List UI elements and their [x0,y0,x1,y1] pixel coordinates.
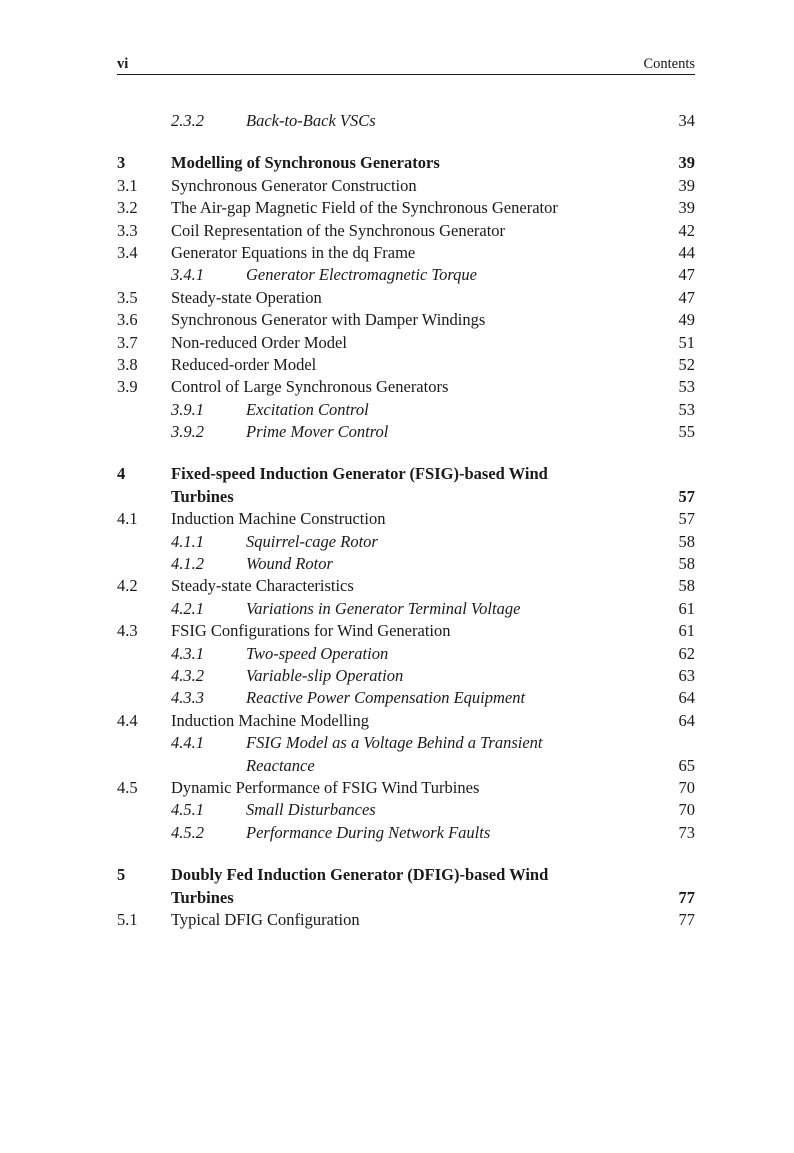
toc-entry-number: 4.4.1 [171,733,204,753]
toc-entry-page: 64 [678,688,695,708]
running-title: Contents [643,56,695,72]
toc-subsection-entry[interactable] [117,110,695,132]
toc-entry-page: 55 [678,422,695,442]
toc-subsection-entry[interactable] [117,264,695,286]
toc-entry-page: 65 [678,755,695,775]
toc-entry-page: 77 [678,909,695,929]
toc-entry-page: 42 [678,220,695,240]
toc-entry-title: Induction Machine Construction [171,509,386,529]
toc-subsection-entry[interactable] [117,799,695,821]
table-of-contents [117,110,695,931]
toc-entry-title: Wound Rotor [246,554,333,574]
toc-entry-number: 3.4.1 [171,265,204,285]
toc-entry-title: Modelling of Synchronous Generators [171,153,440,173]
toc-entry-page: 53 [678,377,695,397]
toc-section-entry[interactable] [117,242,695,264]
toc-entry-page: 63 [678,665,695,685]
toc-entry-title: FSIG Model as a Voltage Behind a Transient [246,733,543,753]
toc-subsection-entry[interactable] [117,822,695,844]
toc-entry-number: 4.3.2 [171,665,204,685]
toc-entry-title: Generator Equations in the dq Frame [171,242,416,262]
toc-entry-number: 3.3 [117,220,138,240]
toc-entry-page: 61 [678,621,695,641]
toc-page [117,0,695,1153]
toc-entry-number: 3.2 [117,198,138,218]
toc-entry-number: 4 [117,464,126,484]
toc-chapter-entry[interactable] [117,152,695,174]
toc-entry-title: Fixed-speed Induction Generator (FSIG)-based Wind [171,464,548,484]
toc-entry-page: 51 [678,332,695,352]
toc-entry-title: Synchronous Generator Construction [171,175,417,195]
toc-entry-page: 61 [678,598,695,618]
toc-entry-title: Typical DFIG Configuration [171,909,360,929]
toc-subsection-entry[interactable] [117,732,695,754]
toc-section-entry[interactable] [117,710,695,732]
toc-entry-title: Steady-state Characteristics [171,576,354,596]
toc-entry-page: 52 [678,354,695,374]
toc-entry-page: 62 [678,643,695,663]
toc-entry-number: 5.1 [117,909,138,929]
toc-entry-number: 3.9.2 [171,422,204,442]
toc-entry-number: 4.1.1 [171,531,204,551]
toc-entry-number: 3.4 [117,242,138,262]
toc-entry-title: Doubly Fed Induction Generator (DFIG)-based Wind [171,865,549,885]
toc-entry-number: 4.2 [117,576,138,596]
toc-entry-page: 57 [678,509,695,529]
toc-entry-title: Generator Electromagnetic Torque [246,265,477,285]
toc-chapter-entry[interactable] [117,486,695,508]
toc-entry-number: 4.5.2 [171,822,204,842]
toc-section-entry[interactable] [117,287,695,309]
toc-entry-title: The Air-gap Magnetic Field of the Synchronous Generator [171,198,558,218]
toc-entry-title: Dynamic Performance of FSIG Wind Turbines [171,777,480,797]
toc-chapter-entry[interactable] [117,463,695,485]
toc-subsection-entry[interactable] [117,643,695,665]
toc-entry-page: 70 [678,777,695,797]
toc-entry-page: 44 [678,242,695,262]
toc-subsection-entry[interactable] [117,665,695,687]
toc-entry-page: 77 [678,887,695,907]
toc-entry-page: 57 [678,486,695,506]
toc-subsection-entry[interactable] [117,598,695,620]
toc-section-entry[interactable] [117,620,695,642]
toc-entry-title: Variable-slip Operation [246,665,404,685]
toc-subsection-entry[interactable] [117,399,695,421]
page-folio: vi [117,56,129,72]
toc-entry-number: 4.4 [117,710,138,730]
toc-entry-number: 4.3.3 [171,688,204,708]
toc-entry-page: 58 [678,554,695,574]
toc-entry-title: Induction Machine Modelling [171,710,369,730]
toc-entry-title: Turbines [171,887,234,907]
toc-subsection-entry[interactable] [117,421,695,443]
toc-chapter-entry[interactable] [117,887,695,909]
toc-section-entry[interactable] [117,909,695,931]
toc-entry-number: 3.9 [117,377,138,397]
toc-section-entry[interactable] [117,777,695,799]
toc-entry-number: 3.7 [117,332,138,352]
toc-entry-number: 4.3 [117,621,138,641]
toc-entry-title: Non-reduced Order Model [171,332,347,352]
toc-entry-page: 39 [678,175,695,195]
toc-entry-title: Steady-state Operation [171,287,322,307]
toc-entry-page: 64 [678,710,695,730]
toc-entry-number: 4.5.1 [171,800,204,820]
toc-section-entry[interactable] [117,197,695,219]
toc-section-entry[interactable] [117,309,695,331]
toc-entry-title: Two-speed Operation [246,643,389,663]
toc-entry-title: Turbines [171,486,234,506]
toc-entry-title: Reactive Power Compensation Equipment [246,688,526,708]
toc-section-entry[interactable] [117,508,695,530]
toc-entry-title: Back-to-Back VSCs [246,111,376,130]
toc-entry-title: Synchronous Generator with Damper Windings [171,310,486,330]
toc-entry-number: 4.1.2 [171,554,204,574]
toc-entry-page: 49 [678,310,695,330]
toc-subsection-entry[interactable] [117,553,695,575]
toc-entry-number: 3.1 [117,175,138,195]
toc-section-entry[interactable] [117,575,695,597]
toc-entry-title: Coil Representation of the Synchronous Generator [171,220,506,240]
toc-section-entry[interactable] [117,332,695,354]
toc-entry-number: 3.8 [117,354,138,374]
toc-subsection-entry[interactable] [117,687,695,709]
toc-entry-title: Reduced-order Model [171,354,317,374]
toc-section-entry[interactable] [117,175,695,197]
toc-entry-title: FSIG Configurations for Wind Generation [171,621,451,641]
toc-entry-page: 39 [678,153,695,173]
toc-entry-number: 3.6 [117,310,138,330]
toc-entry-title: Performance During Network Faults [246,822,491,842]
toc-entry-number: 2.3.2 [171,111,204,130]
toc-chapter-entry[interactable] [117,864,695,886]
toc-entry-page: 34 [678,111,695,130]
toc-section-entry[interactable] [117,354,695,376]
toc-entry-title: Control of Large Synchronous Generators [171,377,449,397]
toc-entry-page: 70 [678,800,695,820]
running-header [117,54,695,75]
toc-entry-title: Variations in Generator Terminal Voltage [246,598,521,618]
toc-entry-number: 4.5 [117,777,138,797]
toc-subsection-entry[interactable] [117,755,695,777]
toc-entry-page: 53 [678,399,695,419]
toc-entry-page: 47 [678,265,695,285]
toc-entry-title: Reactance [246,755,315,775]
toc-entry-number: 3 [117,153,126,173]
toc-subsection-entry[interactable] [117,531,695,553]
toc-section-entry[interactable] [117,220,695,242]
toc-entry-number: 3.9.1 [171,399,204,419]
toc-entry-page: 73 [678,822,695,842]
toc-entry-number: 4.1 [117,509,138,529]
toc-entry-page: 58 [678,531,695,551]
toc-entry-page: 47 [678,287,695,307]
toc-entry-title: Prime Mover Control [246,422,389,442]
toc-entry-number: 4.3.1 [171,643,204,663]
toc-entry-number: 3.5 [117,287,138,307]
toc-entry-number: 4.2.1 [171,598,204,618]
toc-entry-title: Excitation Control [246,399,369,419]
toc-entry-title: Small Disturbances [246,800,376,820]
toc-entry-page: 58 [678,576,695,596]
toc-entry-number: 5 [117,865,126,885]
toc-section-entry[interactable] [117,376,695,398]
toc-entry-title: Squirrel-cage Rotor [246,531,378,551]
toc-entry-page: 39 [678,198,695,218]
